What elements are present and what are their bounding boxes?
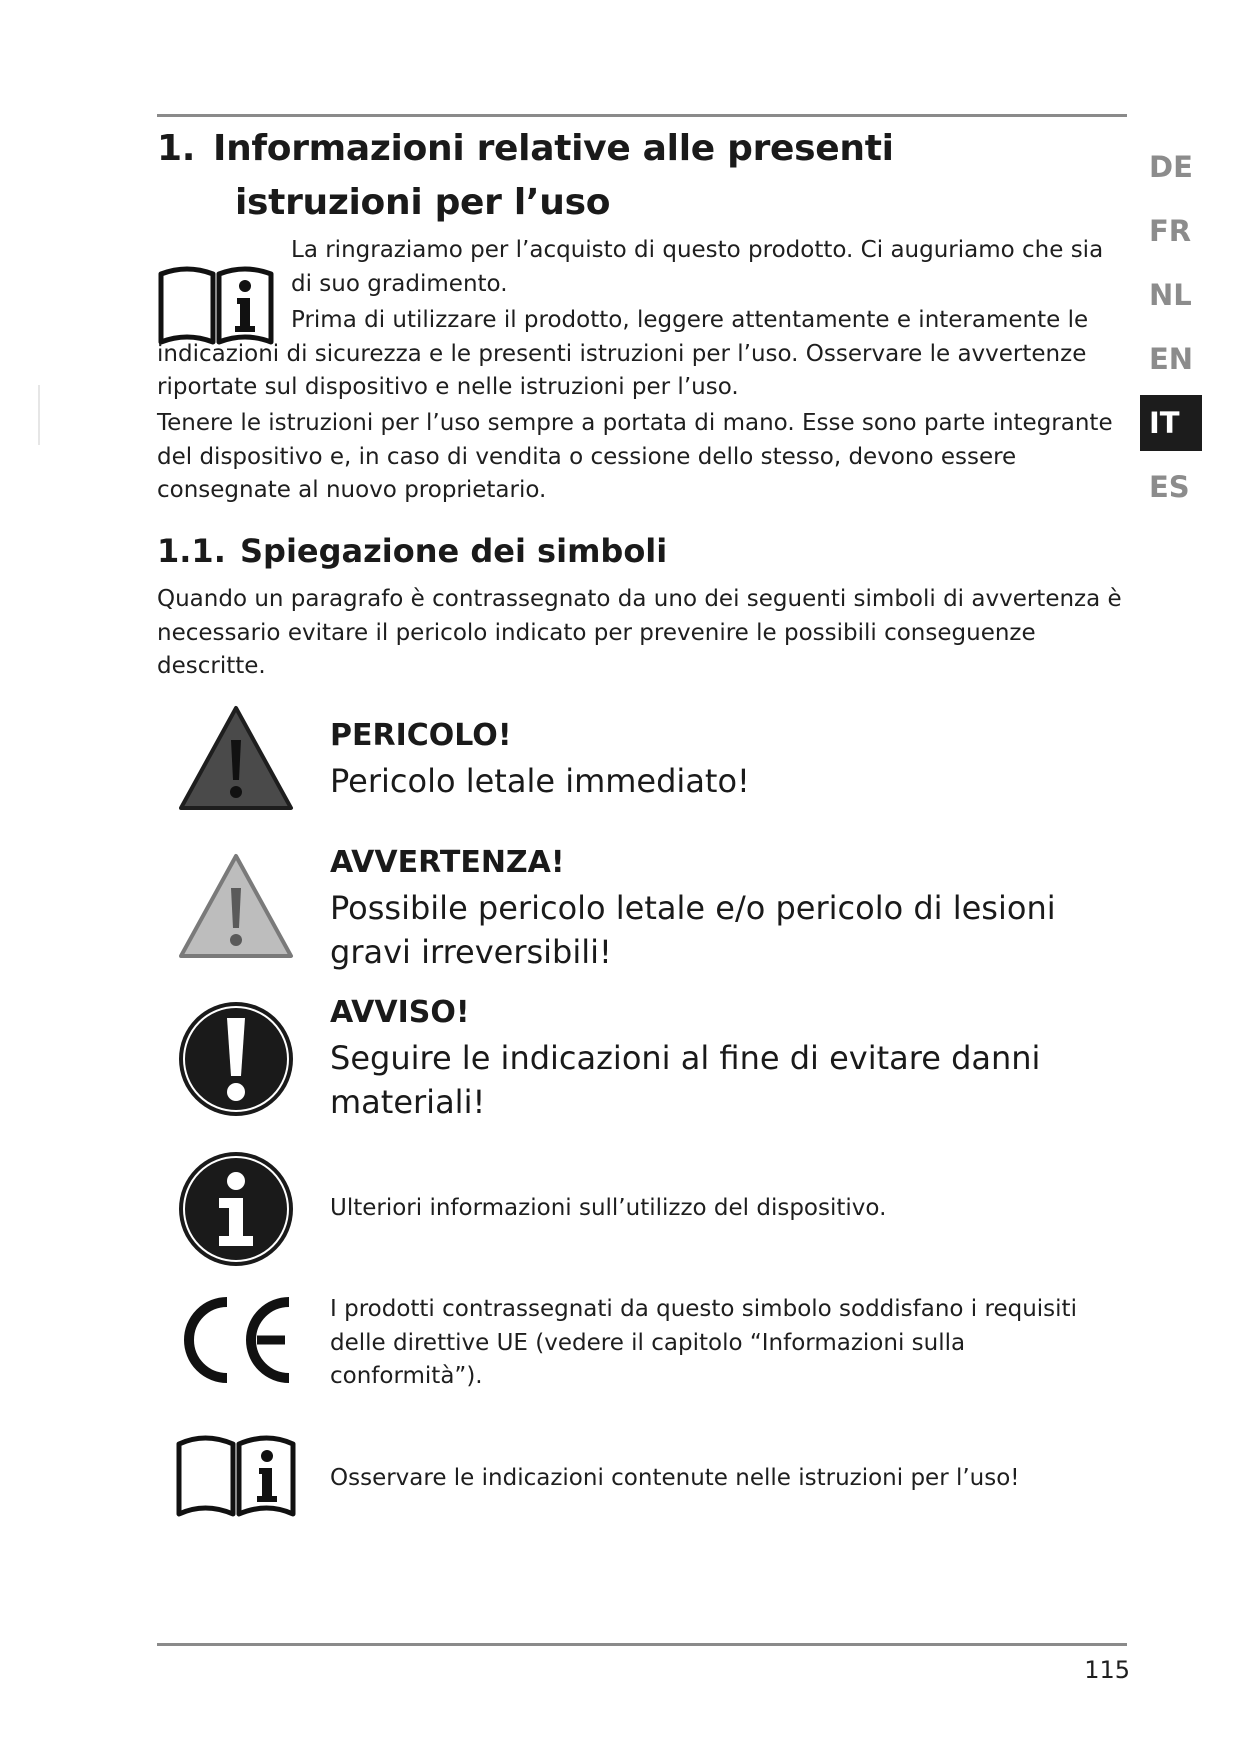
lang-tab-fr[interactable]: FR <box>1149 214 1192 248</box>
section-heading <box>157 530 667 572</box>
lang-tab-es[interactable]: ES <box>1149 470 1190 504</box>
lang-tab-nl[interactable]: NL <box>1149 278 1192 312</box>
danger-title: PERICOLO! <box>330 718 512 753</box>
margin-mark <box>38 385 40 445</box>
ce-mark-icon <box>175 1290 297 1390</box>
lang-tab-de[interactable]: DE <box>1149 150 1193 184</box>
manual-text: Osservare le indicazioni contenute nelle istruzioni per l’uso! <box>330 1465 1020 1491</box>
lang-tab-it[interactable]: IT <box>1140 395 1202 451</box>
title-line-2: istruzioni per l’uso <box>235 182 611 223</box>
notice-title: AVVISO! <box>330 995 470 1030</box>
danger-text: Pericolo letale immediato! <box>330 762 750 800</box>
danger-block <box>330 713 1120 803</box>
notice-text: Seguire le indicazioni al fine di evitare danni materiali! <box>330 1039 1041 1121</box>
intro-thanks: La ringraziamo per l’acquisto di questo prodotto. Ci auguriamo che sia di suo gradimento. <box>291 237 1104 297</box>
ce-text: I prodotti contrassegnati da questo simbolo soddisfano i requisiti delle direttive UE (vedere il capitolo “Informazioni sulla conformità”). <box>330 1296 1077 1389</box>
section-number: 1.1. <box>157 532 226 570</box>
title-line-1: Informazioni relative alle presenti <box>213 128 894 169</box>
section-intro: Quando un paragrafo è contrassegnato da uno dei seguenti simboli di avvertenza è necessario evitare il pericolo indicato per prevenire le possibili conseguenze descritte. <box>157 586 1122 679</box>
language-index <box>1140 135 1202 519</box>
warning-title: AVVERTENZA! <box>330 845 565 880</box>
info-circle-icon <box>175 1148 297 1270</box>
intro-keep-manual: Tenere le istruzioni per l’uso sempre a portata di mano. Esse sono parte integrante del dispositivo e, in caso di vendita o cessione dello stesso, devono essere consegnate al nuovo proprietario. <box>157 410 1113 503</box>
section-title: Spiegazione dei simboli <box>240 532 668 570</box>
warning-text: Possibile pericolo letale e/o pericolo di lesioni gravi irreversibili! <box>330 889 1056 971</box>
exclamation-circle-icon <box>175 998 297 1120</box>
page-title <box>157 122 894 230</box>
danger-triangle-icon <box>175 700 297 822</box>
warning-triangle-icon <box>175 848 297 970</box>
chapter-number: 1. <box>157 128 196 169</box>
info-text: Ulteriori informazioni sull’utilizzo del dispositivo. <box>330 1195 887 1221</box>
manual-book-icon <box>175 1430 297 1520</box>
top-rule <box>157 114 1127 117</box>
notice-block <box>330 990 1120 1124</box>
page-number: 115 <box>1084 1656 1130 1684</box>
bottom-rule <box>157 1643 1127 1646</box>
lang-tab-en[interactable]: EN <box>1149 342 1194 376</box>
intro-read-instructions: Prima di utilizzare il prodotto, leggere attentamente e interamente le indicazioni di sicurezza e le presenti istruzioni per l’uso. Osservare le avvertenze riportate sul dispositivo e nelle istruzioni per l’uso. <box>157 307 1089 400</box>
warning-block <box>330 840 1120 974</box>
